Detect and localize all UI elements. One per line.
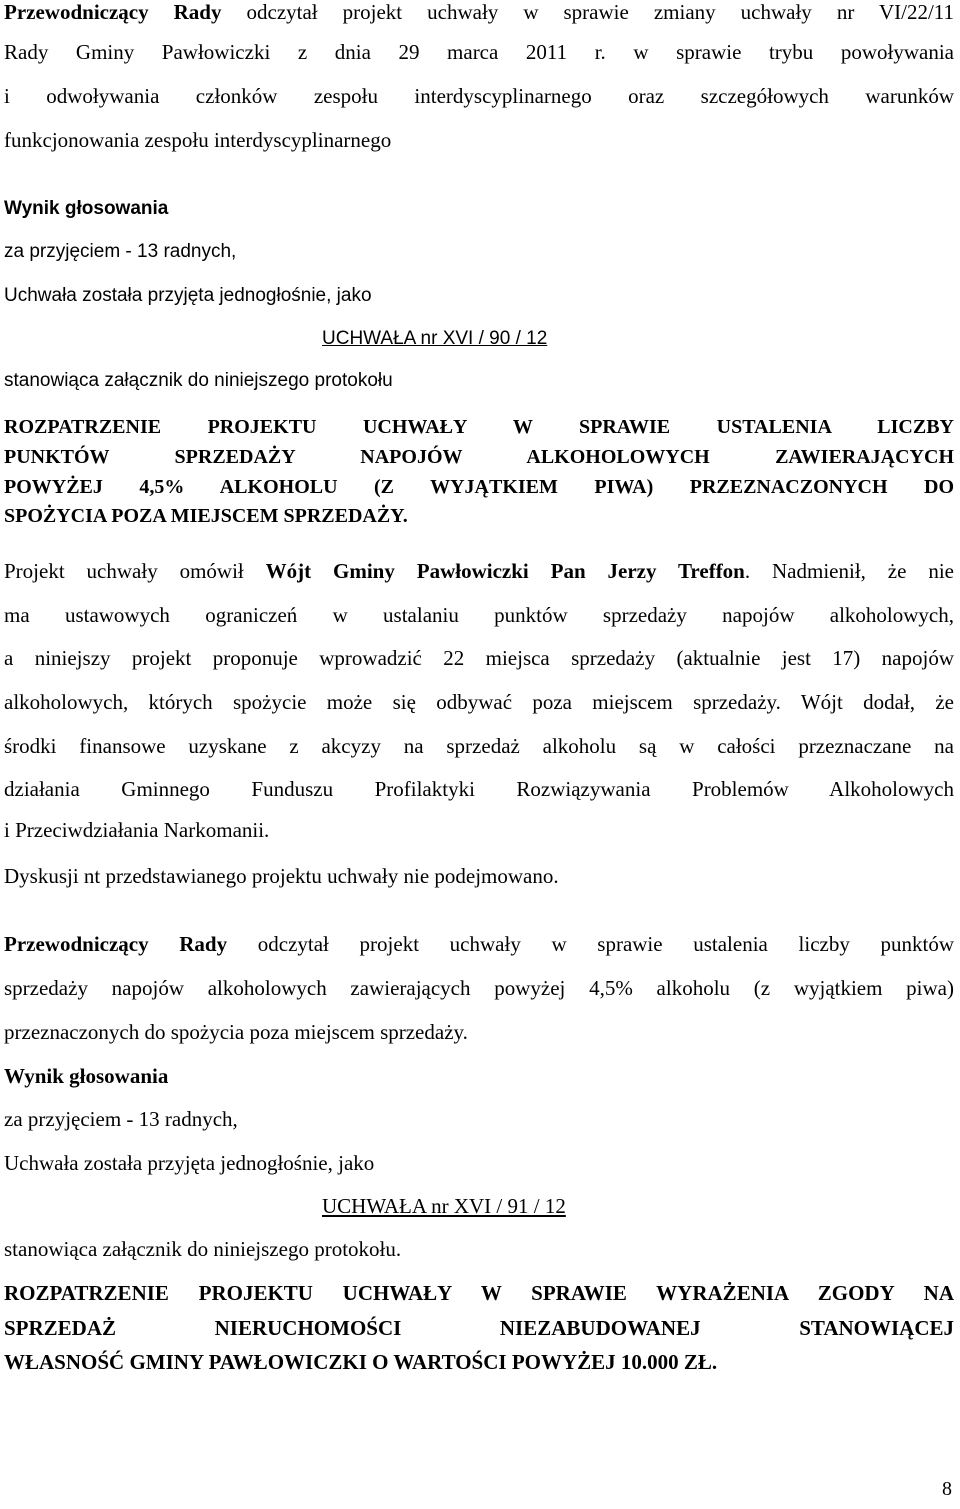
reading-line2: sprzedaży napojów alkoholowych zawierających powyżej 4,5% alkoholu (z wyjątkiem piwa)	[4, 976, 954, 1000]
adopted-2: Uchwała została przyjęta jednogłośnie, jako	[4, 1151, 375, 1175]
body-intro: Projekt uchwały omówił	[4, 559, 266, 583]
item2-heading-line1: ROZPATRZENIE PROJEKTU UCHWAŁY W SPRAWIE USTALENIA LICZBY	[4, 416, 954, 438]
item3-heading-line3: WŁASNOŚĆ GMINY PAWŁOWICZKI O WARTOŚCI POWYŻEJ 10.000 ZŁ.	[4, 1350, 718, 1374]
item2-heading-line4: SPOŻYCIA POZA MIEJSCEM SPRZEDAŻY.	[4, 505, 408, 527]
item1-line1-text: odczytał projekt uchwały w sprawie zmiany uchwały nr VI/22/11	[221, 0, 954, 24]
vote-count-2: za przyjęciem - 13 radnych,	[4, 1107, 238, 1131]
speaker: Wójt Gminy Pawłowiczki Pan Jerzy Treffon	[265, 559, 745, 583]
vote-heading-1: Wynik głosowania	[4, 198, 169, 219]
item1-line1	[4, 0, 954, 25]
vote-heading-2: Wynik głosowania	[4, 1064, 169, 1088]
item1-line4: funkcjonowania zespołu interdyscyplinarnego	[4, 128, 392, 152]
item2-heading-line3: POWYŻEJ 4,5% ALKOHOLU (Z WYJĄTKIEM PIWA) PRZEZNACZONYCH DO	[4, 476, 954, 498]
attachment-1: stanowiąca załącznik do niniejszego protokołu	[4, 370, 393, 391]
vote-count-1: za przyjęciem - 13 radnych,	[4, 241, 237, 262]
item2-heading-line2: PUNKTÓW SPRZEDAŻY NAPOJÓW ALKOHOLOWYCH ZAWIERAJĄCYCH	[4, 446, 954, 468]
body-line1-tail: . Nadmienił, że nie	[744, 559, 954, 583]
item2-body-line7: i Przeciwdziałania Narkomanii.	[4, 818, 270, 842]
item2-body-line4: alkoholowych, których spożycie może się odbywać poza miejscem sprzedaży. Wójt dodał, że	[4, 690, 954, 714]
attachment-2: stanowiąca załącznik do niniejszego protokołu.	[4, 1237, 402, 1261]
item2-body-line6: działania Gminnego Funduszu Profilaktyki Rozwiązywania Problemów Alkoholowych	[4, 777, 954, 801]
reading-line1-text: odczytał projekt uchwały w sprawie ustalenia liczby punktów	[227, 932, 954, 956]
item3-heading-line2: SPRZEDAŻ NIERUCHOMOŚCI NIEZABUDOWANEJ STANOWIĄCEJ	[4, 1316, 954, 1340]
resolution-1: UCHWAŁA nr XVI / 90 / 12	[322, 328, 548, 349]
discussion: Dyskusji nt przedstawianego projektu uchwały nie podejmowano.	[4, 864, 559, 888]
page-number: 8	[942, 1478, 952, 1500]
reading-line1	[4, 932, 954, 957]
item2-body-line5: środki finansowe uzyskane z akcyzy na sprzedaż alkoholu są w całości przeznaczane na	[4, 734, 954, 758]
item2-body-line1	[4, 559, 954, 584]
item1-line2: Rady Gminy Pawłowiczki z dnia 29 marca 2011 r. w sprawie trybu powoływania	[4, 40, 954, 64]
chair-label-2: Przewodniczący Rady	[4, 932, 228, 956]
item2-body-line3: a niniejszy projekt proponuje wprowadzić 22 miejsca sprzedaży (aktualnie jest 17) napojów	[4, 646, 954, 670]
adopted-1: Uchwała została przyjęta jednogłośnie, jako	[4, 285, 372, 306]
reading-line3: przeznaczonych do spożycia poza miejscem sprzedaży.	[4, 1020, 468, 1044]
item3-heading-line1: ROZPATRZENIE PROJEKTU UCHWAŁY W SPRAWIE WYRAŻENIA ZGODY NA	[4, 1281, 954, 1305]
item1-line3: i odwoływania członków zespołu interdyscyplinarnego oraz szczegółowych warunków	[4, 84, 954, 108]
item2-body-line2: ma ustawowych ograniczeń w ustalaniu punktów sprzedaży napojów alkoholowych,	[4, 603, 954, 627]
chair-label: Przewodniczący Rady	[4, 0, 222, 24]
resolution-2: UCHWAŁA nr XVI / 91 / 12	[322, 1194, 566, 1218]
